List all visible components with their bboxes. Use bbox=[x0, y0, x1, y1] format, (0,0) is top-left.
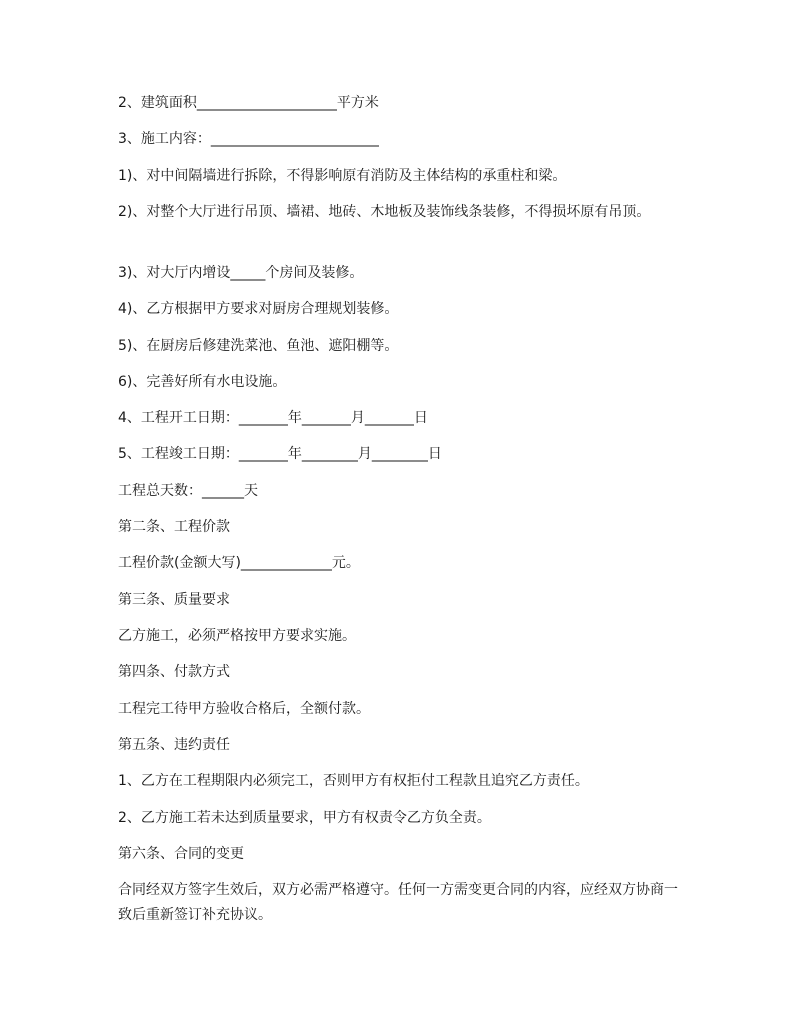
quality-requirement-line: 乙方施工，必须严格按甲方要求实施。 bbox=[118, 628, 356, 644]
total-days-line: 工程总天数：______天 bbox=[118, 483, 258, 499]
liability-1-line: 1、乙方在工程期限内必须完工，否则甲方有权拒付工程款且追究乙方责任。 bbox=[118, 773, 589, 789]
article-2-heading: 第二条、工程价款 bbox=[118, 519, 230, 535]
article-5-heading: 第五条、违约责任 bbox=[118, 737, 230, 753]
article-6-heading: 第六条、合同的变更 bbox=[118, 846, 244, 862]
item-6-line: 6)、完善好所有水电设施。 bbox=[118, 374, 287, 390]
building-area-line: 2、建筑面积____________________平方米 bbox=[118, 95, 379, 111]
item-3-line: 3)、对大厅内增设_____个房间及装修。 bbox=[118, 265, 364, 281]
payment-method-line: 工程完工待甲方验收合格后，全额付款。 bbox=[118, 701, 370, 717]
article-3-heading: 第三条、质量要求 bbox=[118, 592, 230, 608]
item-4-line: 4)、乙方根据甲方要求对厨房合理规划装修。 bbox=[118, 301, 399, 317]
start-date-line: 4、工程开工日期：_______年_______月_______日 bbox=[118, 410, 428, 426]
item-5-line: 5)、在厨房后修建洗菜池、鱼池、遮阳棚等。 bbox=[118, 338, 399, 354]
contract-change-paragraph: 合同经双方签字生效后，双方必需严格遵守。任何一方需变更合同的内容，应经双方协商一致后重新签订补充协议。 bbox=[118, 882, 678, 923]
item-2-line: 2)、对整个大厅进行吊顶、墙裙、地砖、木地板及装饰线条装修，不得损坏原有吊顶。 bbox=[118, 204, 651, 220]
construction-content-line: 3、施工内容：________________________ bbox=[118, 131, 379, 147]
item-1-line: 1)、对中间隔墙进行拆除，不得影响原有消防及主体结构的承重柱和梁。 bbox=[118, 168, 567, 184]
contract-price-line: 工程价款(金额大写)_____________元。 bbox=[118, 555, 360, 571]
liability-2-line: 2、乙方施工若未达到质量要求，甲方有权责令乙方负全责。 bbox=[118, 810, 491, 826]
article-4-heading: 第四条、付款方式 bbox=[118, 664, 230, 680]
completion-date-line: 5、工程竣工日期：_______年________月________日 bbox=[118, 446, 442, 462]
